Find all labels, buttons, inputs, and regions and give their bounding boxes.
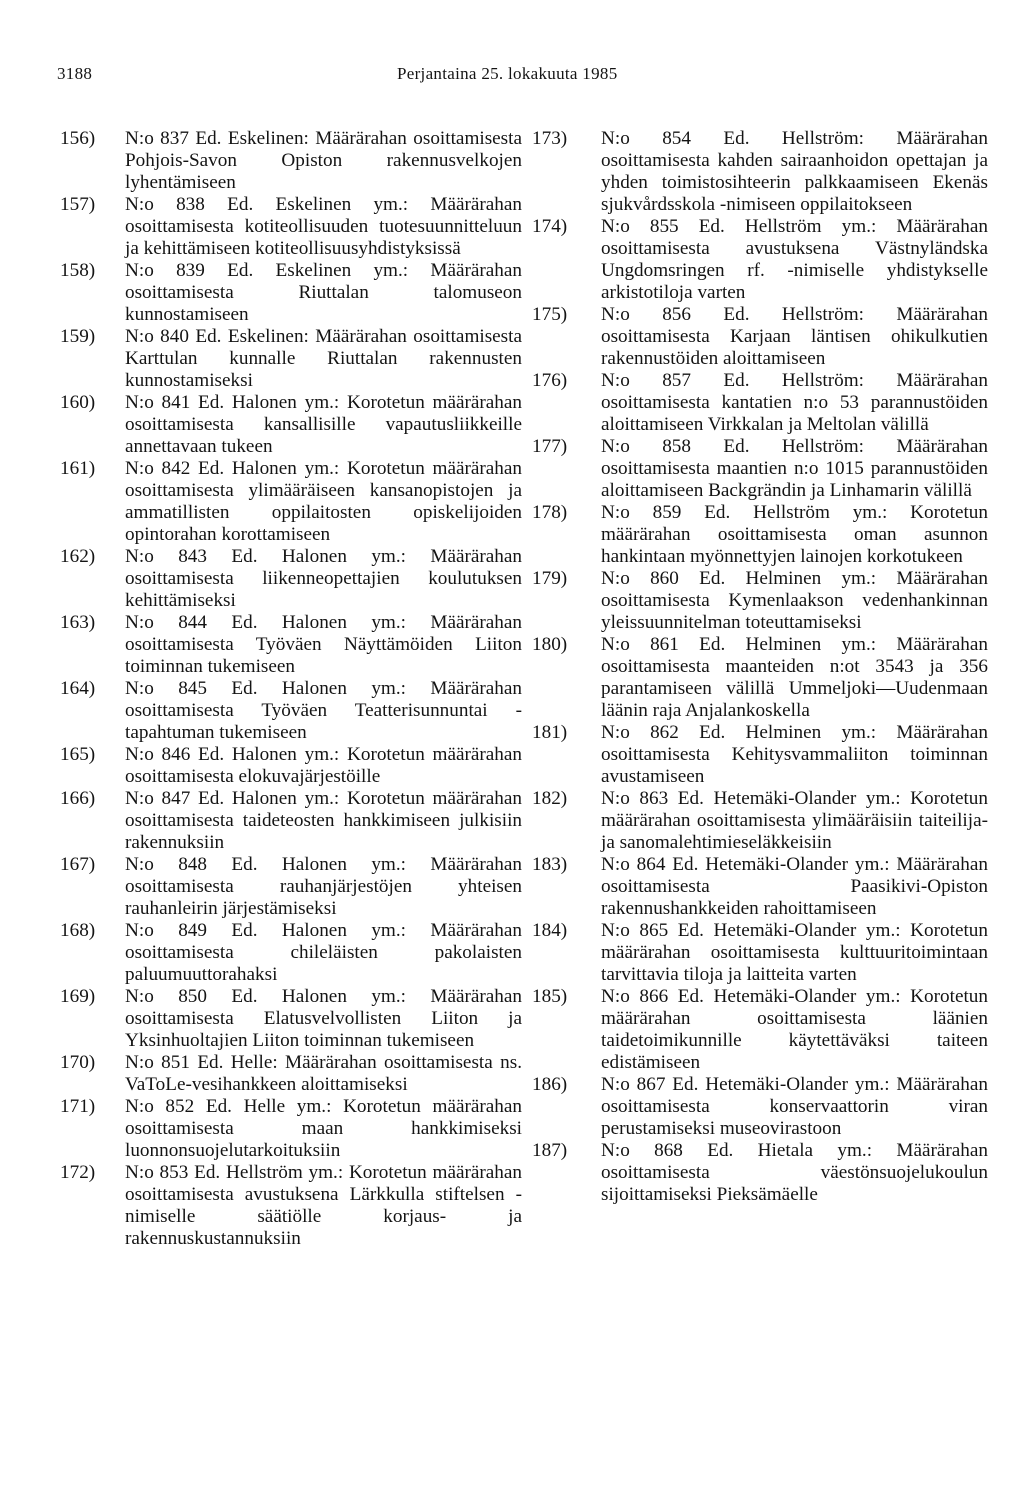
item-text: N:o 861 Ed. Helminen ym.: Määrärahan osoittamisesta maanteiden n:ot 3543 ja 356 parantamiseen välillä Ummeljoki—Uudenmaan läänin raja Anjalankoskella [601, 634, 988, 721]
item-number: 161) [60, 458, 96, 479]
item-text: N:o 860 Ed. Helminen ym.: Määrärahan osoittamisesta Kymenlaakson vedenhankinnan yleissuunnitelman toteuttamiseksi [601, 568, 988, 633]
list-item [60, 612, 522, 678]
list-item [532, 634, 988, 722]
list-item [532, 370, 988, 436]
item-number: 169) [60, 986, 96, 1007]
list-item [60, 854, 522, 920]
item-text: N:o 845 Ed. Halonen ym.: Määrärahan osoittamisesta Työväen Teatterisunnuntai -tapahtuman tukemiseen [125, 678, 522, 743]
list-item [60, 194, 522, 260]
item-text: N:o 864 Ed. Hetemäki-Olander ym.: Määrärahan osoittamisesta Paasikivi-Opiston rakennushankkeiden rahoittamiseen [601, 854, 988, 919]
item-text: N:o 856 Ed. Hellström: Määrärahan osoittamisesta Karjaan läntisen ohikulkutien rakennustöiden aloittamiseen [601, 304, 988, 369]
item-text: N:o 837 Ed. Eskelinen: Määrärahan osoittamisesta Pohjois-Savon Opiston rakennusvelkojen lyhentämiseen [125, 128, 522, 193]
item-text: N:o 850 Ed. Halonen ym.: Määrärahan osoittamisesta Elatusvelvollisten Liiton ja Yksinhuoltajien Liiton toiminnan tukemiseen [125, 986, 522, 1051]
item-text: N:o 849 Ed. Halonen ym.: Määrärahan osoittamisesta chileläisten pakolaisten paluumuuttorahaksi [125, 920, 522, 985]
list-item [60, 260, 522, 326]
list-item [532, 436, 988, 502]
list-item [532, 788, 988, 854]
list-item [60, 546, 522, 612]
list-item [60, 1052, 522, 1096]
item-text: N:o 841 Ed. Halonen ym.: Korotetun määrärahan osoittamisesta kansallisille vapautusliikkeille annettavaan tukeen [125, 392, 522, 457]
item-number: 170) [60, 1052, 96, 1073]
item-text: N:o 855 Ed. Hellström ym.: Määrärahan osoittamisesta avustuksena Västnyländska Ungdomsringen rf. -nimiselle yhdistykselle arkistotiloja varten [601, 216, 988, 303]
item-text: N:o 844 Ed. Halonen ym.: Määrärahan osoittamisesta Työväen Näyttämöiden Liiton toiminnan tukemiseen [125, 612, 522, 677]
item-number: 156) [60, 128, 96, 149]
item-number: 186) [532, 1074, 568, 1095]
item-number: 163) [60, 612, 96, 633]
item-number: 157) [60, 194, 96, 215]
item-text: N:o 854 Ed. Hellström: Määrärahan osoittamisesta kahden sairaanhoidon opettajan ja yhden toimistosihteerin palkkaamiseen Ekenäs sjukvårdsskola -nimiseen oppilaitokseen [601, 128, 988, 215]
item-text: N:o 868 Ed. Hietala ym.: Määrärahan osoittamisesta väestönsuojelukoulun sijoittamiseksi Pieksämäelle [601, 1140, 988, 1205]
item-number: 167) [60, 854, 96, 875]
item-number: 168) [60, 920, 96, 941]
item-text: N:o 865 Ed. Hetemäki-Olander ym.: Korotetun määrärahan osoittamisesta kulttuuritoimintaan tarvittavia tiloja ja laitteita varten [601, 920, 988, 985]
item-text: N:o 839 Ed. Eskelinen ym.: Määrärahan osoittamisesta Riuttalan talomuseon kunnostamiseen [125, 260, 522, 325]
item-number: 178) [532, 502, 568, 523]
item-number: 184) [532, 920, 568, 941]
page-number: 3188 [57, 64, 93, 83]
item-text: N:o 866 Ed. Hetemäki-Olander ym.: Korotetun määrärahan osoittamisesta läänien taidetoimikunnille käytettäväksi taiteen edistämiseen [601, 986, 988, 1073]
item-text: N:o 838 Ed. Eskelinen ym.: Määrärahan osoittamisesta kotiteollisuuden tuotesuunnitteluun ja kehittämiseen kotiteollisuusyhdistyksissä [125, 194, 522, 259]
item-text: N:o 840 Ed. Eskelinen: Määrärahan osoittamisesta Karttulan kunnalle Riuttalan rakennusten kunnostamiseksi [125, 326, 522, 391]
list-item [60, 986, 522, 1052]
item-number: 185) [532, 986, 568, 1007]
item-text: N:o 858 Ed. Hellström: Määrärahan osoittamisesta maantien n:o 1015 parannustöiden aloittamiseen Backgrändin ja Linhamarin välillä [601, 436, 988, 501]
item-text: N:o 863 Ed. Hetemäki-Olander ym.: Korotetun määrärahan osoittamisesta ylimääräisiin taiteilija- ja sanomalehtimieseläkkeisiin [601, 788, 988, 853]
item-text: N:o 867 Ed. Hetemäki-Olander ym.: Määrärahan osoittamisesta konservaattorin viran perustamiseksi museovirastoon [601, 1074, 988, 1139]
item-number: 165) [60, 744, 96, 765]
item-number: 183) [532, 854, 568, 875]
list-item [532, 986, 988, 1074]
running-head: Perjantaina 25. lokakuuta 1985 [397, 64, 618, 83]
list-item [532, 854, 988, 920]
item-number: 179) [532, 568, 568, 589]
item-text: N:o 862 Ed. Helminen ym.: Määrärahan osoittamisesta Kehitysvammaliiton toiminnan avustamiseen [601, 722, 988, 787]
list-item [60, 1096, 522, 1162]
item-text: N:o 843 Ed. Halonen ym.: Määrärahan osoittamisesta liikenneopettajien koulutuksen kehittämiseksi [125, 546, 522, 611]
item-number: 176) [532, 370, 568, 391]
list-item [532, 502, 988, 568]
item-number: 181) [532, 722, 568, 743]
item-text: N:o 857 Ed. Hellström: Määrärahan osoittamisesta kantatien n:o 53 parannustöiden aloittamiseen Virkkalan ja Meltolan välillä [601, 370, 988, 435]
list-item [532, 1140, 988, 1206]
item-number: 172) [60, 1162, 96, 1183]
list-item [532, 722, 988, 788]
item-number: 158) [60, 260, 96, 281]
item-text: N:o 847 Ed. Halonen ym.: Korotetun määrärahan osoittamisesta taideteosten hankkimiseen julkisiin rakennuksiin [125, 788, 522, 853]
list-item [532, 1074, 988, 1140]
item-number: 182) [532, 788, 568, 809]
item-text: N:o 852 Ed. Helle ym.: Korotetun määrärahan osoittamisesta maan hankkimiseksi luonnonsuojelutarkoituksiin [125, 1096, 522, 1161]
item-text: N:o 846 Ed. Halonen ym.: Korotetun määrärahan osoittamisesta elokuvajärjestöille [125, 744, 522, 787]
item-number: 171) [60, 1096, 96, 1117]
list-item [60, 128, 522, 194]
item-text: N:o 848 Ed. Halonen ym.: Määrärahan osoittamisesta rauhanjärjestöjen yhteisen rauhanleirin järjestämiseksi [125, 854, 522, 919]
item-text: N:o 842 Ed. Halonen ym.: Korotetun määrärahan osoittamisesta ylimääräiseen kansanopistojen ja ammatillisten oppilaitosten opiskelijoiden opintorahan korottamiseen [125, 458, 522, 545]
item-number: 159) [60, 326, 96, 347]
list-item [60, 744, 522, 788]
list-item [60, 392, 522, 458]
item-number: 160) [60, 392, 96, 413]
item-number: 187) [532, 1140, 568, 1161]
item-number: 174) [532, 216, 568, 237]
list-item [60, 1162, 522, 1250]
list-item [60, 458, 522, 546]
item-text: N:o 853 Ed. Hellström ym.: Korotetun määrärahan osoittamisesta avustuksena Lärkkulla stiftelsen -nimiselle säätiölle korjaus- ja rakennuskustannuksiin [125, 1162, 522, 1249]
list-item [60, 326, 522, 392]
list-item [532, 920, 988, 986]
list-item [60, 788, 522, 854]
left-column [60, 128, 522, 1250]
item-number: 175) [532, 304, 568, 325]
list-item [532, 128, 988, 216]
right-column [532, 128, 988, 1206]
list-item [60, 920, 522, 986]
list-item [532, 304, 988, 370]
item-text: N:o 859 Ed. Hellström ym.: Korotetun määrärahan osoittamisesta oman asunnon hankintaan myönnettyjen lainojen korkotukeen [601, 502, 988, 567]
item-number: 166) [60, 788, 96, 809]
item-number: 173) [532, 128, 568, 149]
list-item [60, 678, 522, 744]
item-number: 164) [60, 678, 96, 699]
item-number: 177) [532, 436, 568, 457]
item-text: N:o 851 Ed. Helle: Määrärahan osoittamisesta ns. VaToLe-vesihankkeen aloittamiseksi [125, 1052, 522, 1095]
list-item [532, 216, 988, 304]
item-number: 180) [532, 634, 568, 655]
item-number: 162) [60, 546, 96, 567]
list-item [532, 568, 988, 634]
